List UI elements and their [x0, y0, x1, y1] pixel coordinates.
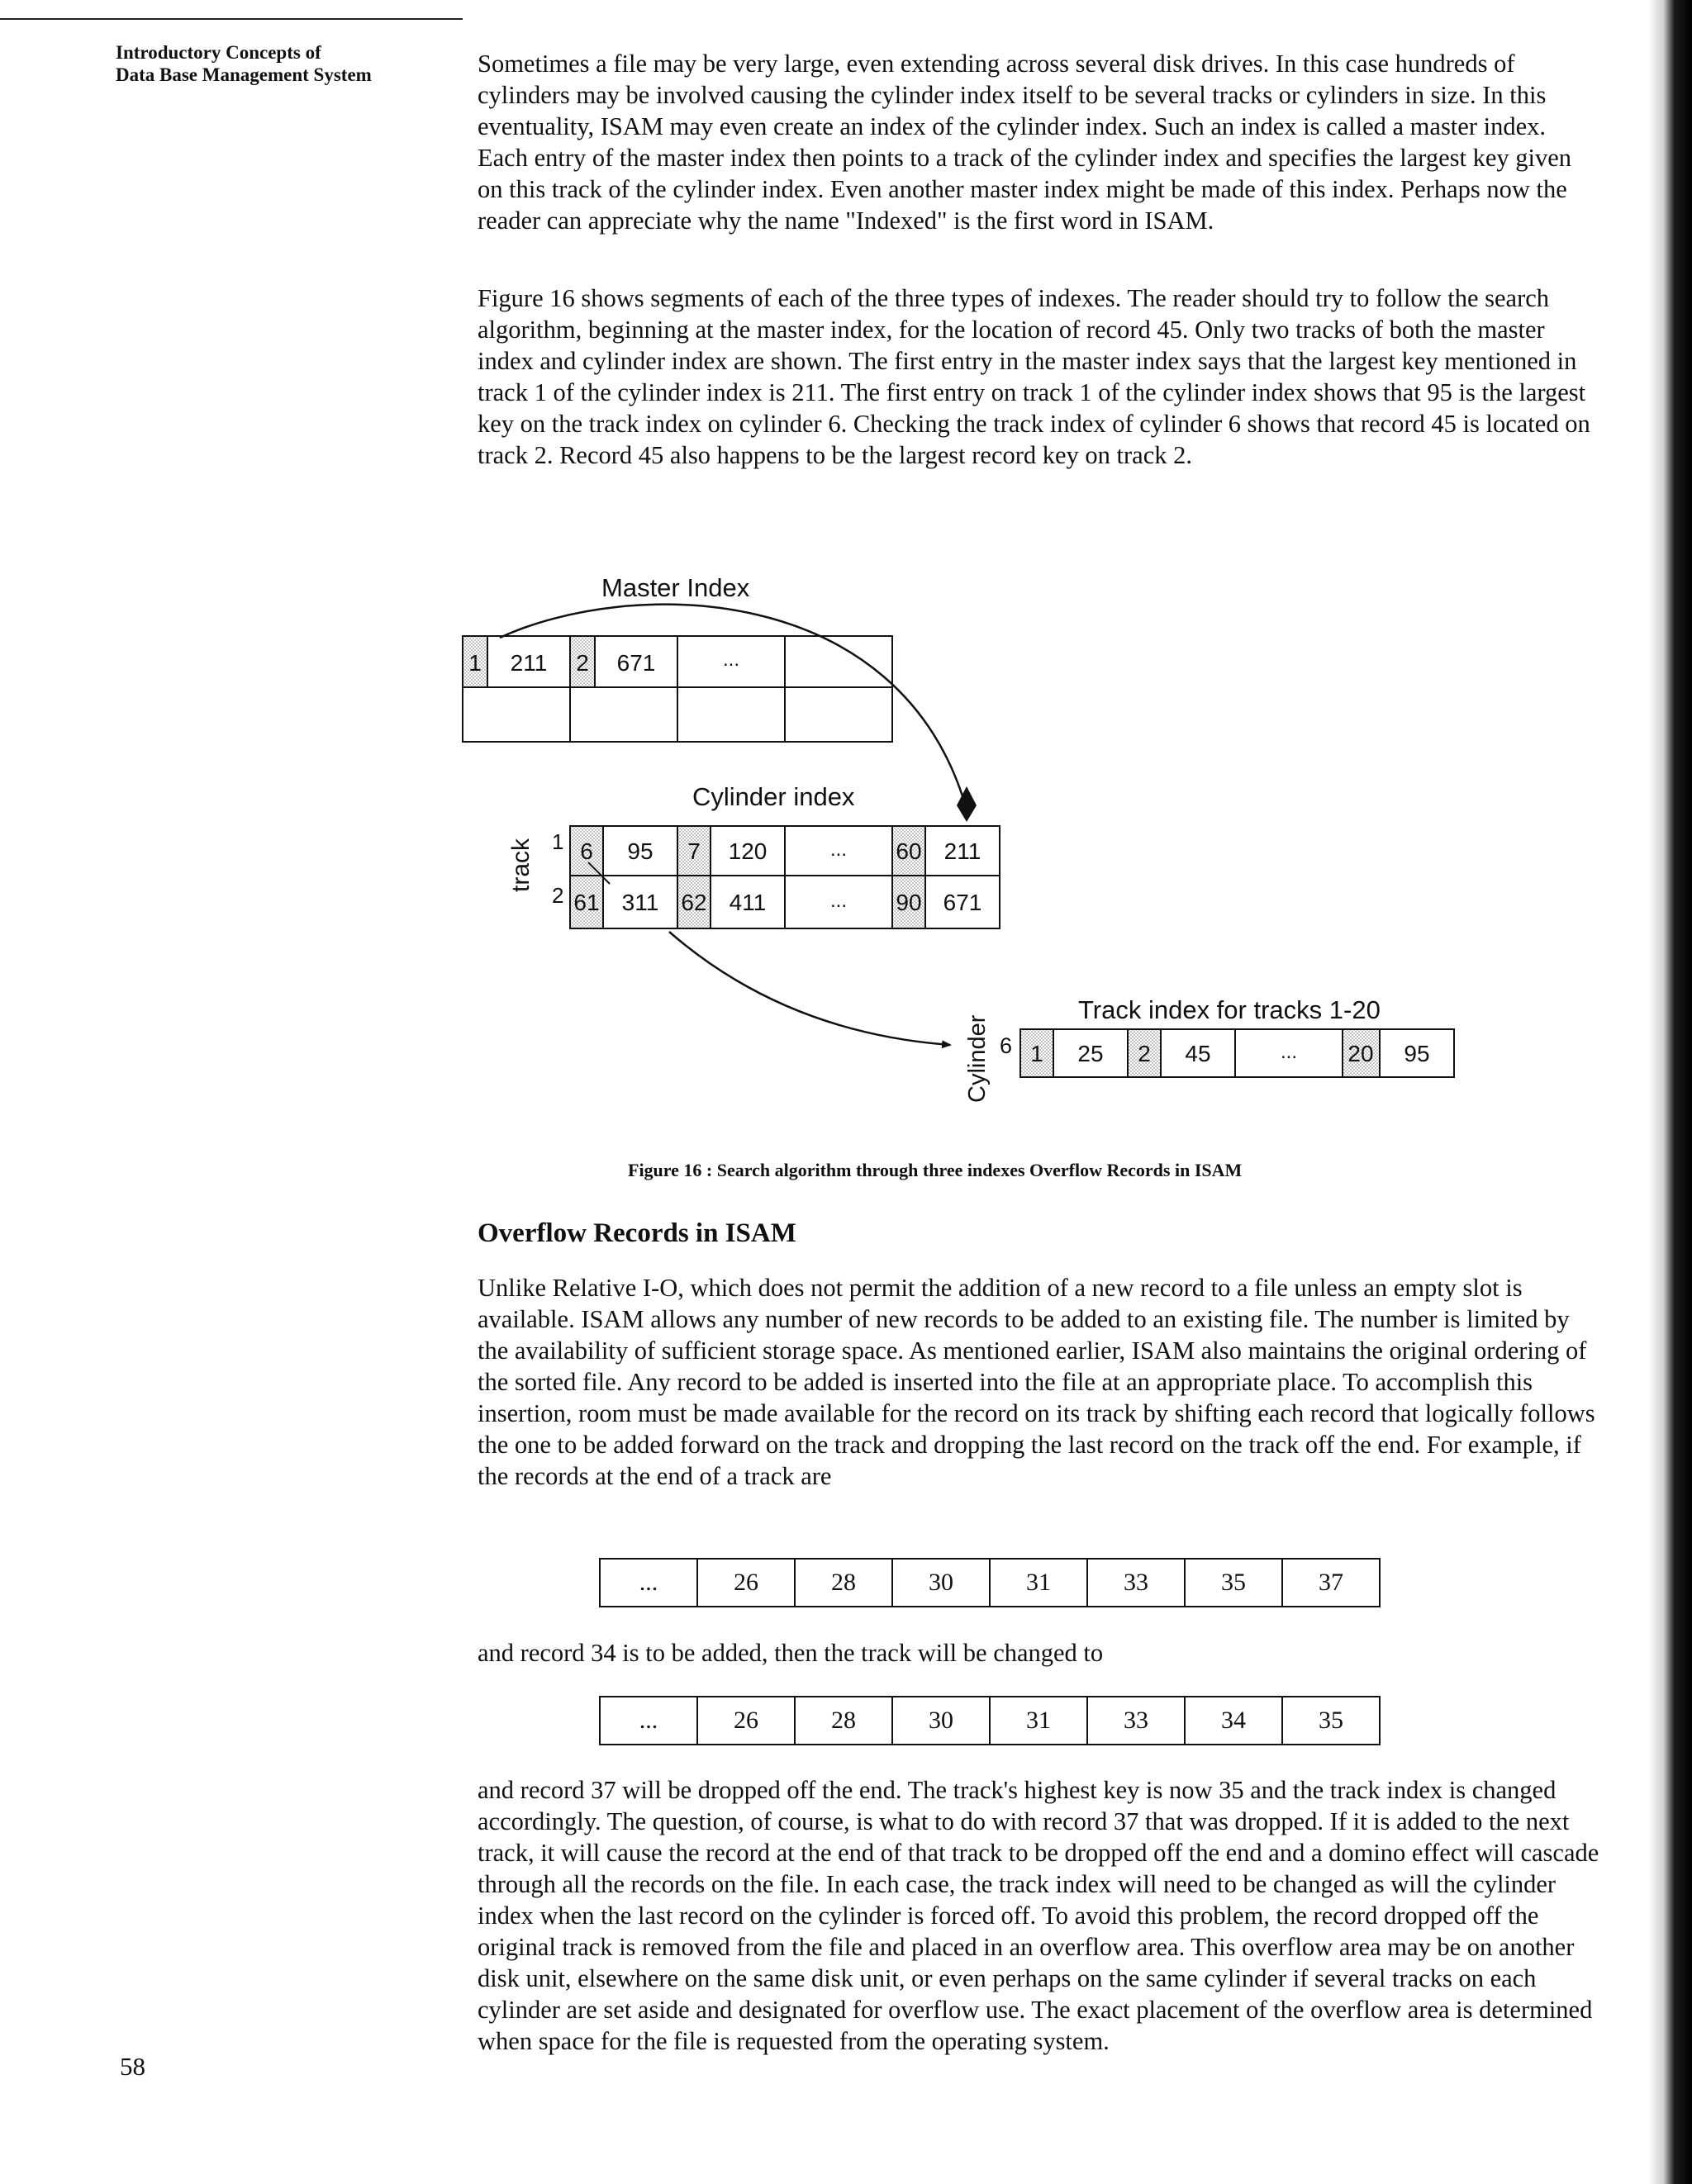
record-cell: 28 [795, 1697, 892, 1745]
arrow-head-marker [957, 786, 977, 822]
cylinder-index-value: 211 [943, 838, 981, 864]
master-index-value: 2 [576, 650, 589, 676]
cylinder-axis-label: Cylinder [964, 1014, 991, 1103]
cylinder-index-value: 671 [943, 890, 982, 915]
master-index-table [463, 636, 892, 742]
cylinder-track-number: 1 [552, 829, 564, 854]
record-cell: 37 [1282, 1559, 1380, 1607]
master-index-ellipsis: ... [722, 648, 740, 671]
master-index-empty-cell [677, 687, 785, 742]
running-head-line1: Introductory Concepts of [116, 42, 321, 63]
page-number: 58 [120, 2052, 145, 2081]
record-cell: ... [600, 1697, 697, 1745]
master-index-empty-cell [463, 687, 570, 742]
cylinder-index-value: 62 [681, 890, 707, 915]
master-index-value: 671 [616, 650, 656, 676]
paragraph-overflow-intro: Unlike Relative I-O, which does not permit the addition of a new record to a file unless an empty slot is available. ISAM allows any number of new records to be added to an existing file. The number is limited by the availability of sufficient storage space. As mentioned earlier, ISAM also maintains the original ordering of the sorted file. Any record to be added is inserted into the file at an appropriate place. To accomplish this insertion, room must be made available for the record on its track by shifting each record that logically follows the one to be added forward on the track and dropping the last record on the track off the end. For example, if the records at the end of a track are [478, 1274, 1595, 1490]
cylinder-index-ellipsis: ... [829, 890, 848, 912]
track-index-ellipsis: ... [1280, 1041, 1298, 1063]
track-index-title: Track index for tracks 1-20 [1078, 995, 1381, 1024]
record-cell: 34 [1185, 1697, 1282, 1745]
record-cell: 35 [1282, 1697, 1380, 1745]
track-axis-label: track [507, 838, 535, 892]
master-index-cell [785, 636, 892, 687]
running-head-line2: Data Base Management System [116, 64, 372, 85]
paragraph-overflow-area: and record 37 will be dropped off the end. The track's highest key is now 35 and the track index is changed accordingly. The question, of course, is what to do with record 37 that was dropped. If it is added to the next track, it will cause the record at the end of that track to be dropped off the end and a domino effect will cascade through all the records on the file. In each case, the track index will need to be changed as will the cylinder index when the last record on the cylinder is forced off. To avoid this problem, the record dropped off the original track is removed from the file and placed in an overflow area. This overflow area may be on another disk unit, elsewhere on the same disk unit, or even perhaps on the same cylinder if several tracks on each cylinder are set aside and designated for overflow use. The exact placement of the overflow area is determined when space for the file is requested from the operating system. [478, 1776, 1599, 2055]
paragraph-figure-explanation: Figure 16 shows segments of each of the three types of indexes. The reader should try to follow the search algorithm, beginning at the master index, for the location of record 45. Only two tracks of both the master index and cylinder index are shown. The first entry in the master index says that the largest key mentioned in track 1 of the cylinder index is 211. The first entry on track 1 of the cylinder index shows that 95 is the largest key on the track index on cylinder 6. Checking the track index of cylinder 6 shows that record 45 is located on track 2. Record 45 also happens to be the largest record key on track 2. [478, 284, 1590, 469]
track-index-value: 2 [1138, 1041, 1151, 1066]
cylinder-number: 6 [1000, 1033, 1013, 1058]
track-index-value: 95 [1404, 1041, 1430, 1066]
section-heading: Overflow Records in ISAM [478, 1218, 796, 1248]
master-index-value: 1 [468, 650, 482, 676]
cylinder-index-value: 411 [729, 890, 767, 915]
record-cell: 35 [1185, 1559, 1282, 1607]
record-cell: 28 [795, 1559, 892, 1607]
master-index-value: 211 [510, 650, 548, 676]
record-cell: 33 [1087, 1559, 1185, 1607]
cylinder-index-title: Cylinder index [692, 782, 855, 811]
cylinder-index-table [570, 826, 1000, 928]
cylinder-index-value: 90 [896, 890, 922, 915]
figure-caption: Figure 16 : Search algorithm through three indexes Overflow Records in ISAM [628, 1160, 1243, 1180]
cylinder-index-value: 6 [580, 838, 593, 864]
paragraph-master-index: Sometimes a file may be very large, even extending across several disk drives. In this case hundreds of cylinders may be involved causing the cylinder index itself to be several tracks or cylinders in size. In this eventuality, ISAM may even create an index of the cylinder index. Such an index is called a master index. Each entry of the master index then points to a track of the cylinder index and specifies the largest key given on this track of the cylinder index. Even another master index might be made of this index. Perhaps now the reader can appreciate why the name "Indexed" is the first word in ISAM. [478, 50, 1572, 235]
cylinder-index-value: 95 [627, 838, 654, 864]
records-after-table [599, 1696, 1381, 1745]
master-index-empty-cell [570, 687, 677, 742]
track-index-value: 25 [1077, 1041, 1104, 1066]
record-cell: 26 [697, 1559, 795, 1607]
track-index-value: 20 [1347, 1041, 1374, 1066]
paragraph-record-added: and record 34 is to be added, then the track will be changed to [478, 1639, 1104, 1667]
table-row [600, 1559, 1380, 1607]
cylinder-to-track-arrow [669, 932, 950, 1045]
record-cell: 33 [1087, 1697, 1185, 1745]
cylinder-index-value: 311 [621, 890, 659, 915]
cylinder-index-value: 120 [728, 838, 768, 864]
record-cell: 30 [892, 1559, 990, 1607]
track-index-value: 45 [1185, 1041, 1211, 1066]
cylinder-track-number: 2 [552, 883, 564, 908]
cylinder-index-value: 60 [896, 838, 922, 864]
cylinder-index-value: 61 [573, 890, 600, 915]
cylinder-index-value: 7 [687, 838, 701, 864]
record-cell: ... [600, 1559, 697, 1607]
record-cell: 31 [990, 1559, 1087, 1607]
records-before-table [599, 1558, 1381, 1607]
track-index-table [1020, 1029, 1454, 1077]
record-cell: 30 [892, 1697, 990, 1745]
record-cell: 26 [697, 1697, 795, 1745]
table-row [600, 1697, 1380, 1745]
master-index-title: Master Index [601, 573, 750, 602]
track-index-value: 1 [1030, 1041, 1043, 1066]
cylinder-index-ellipsis: ... [829, 838, 848, 861]
master-index-empty-cell [785, 687, 892, 742]
record-cell: 31 [990, 1697, 1087, 1745]
